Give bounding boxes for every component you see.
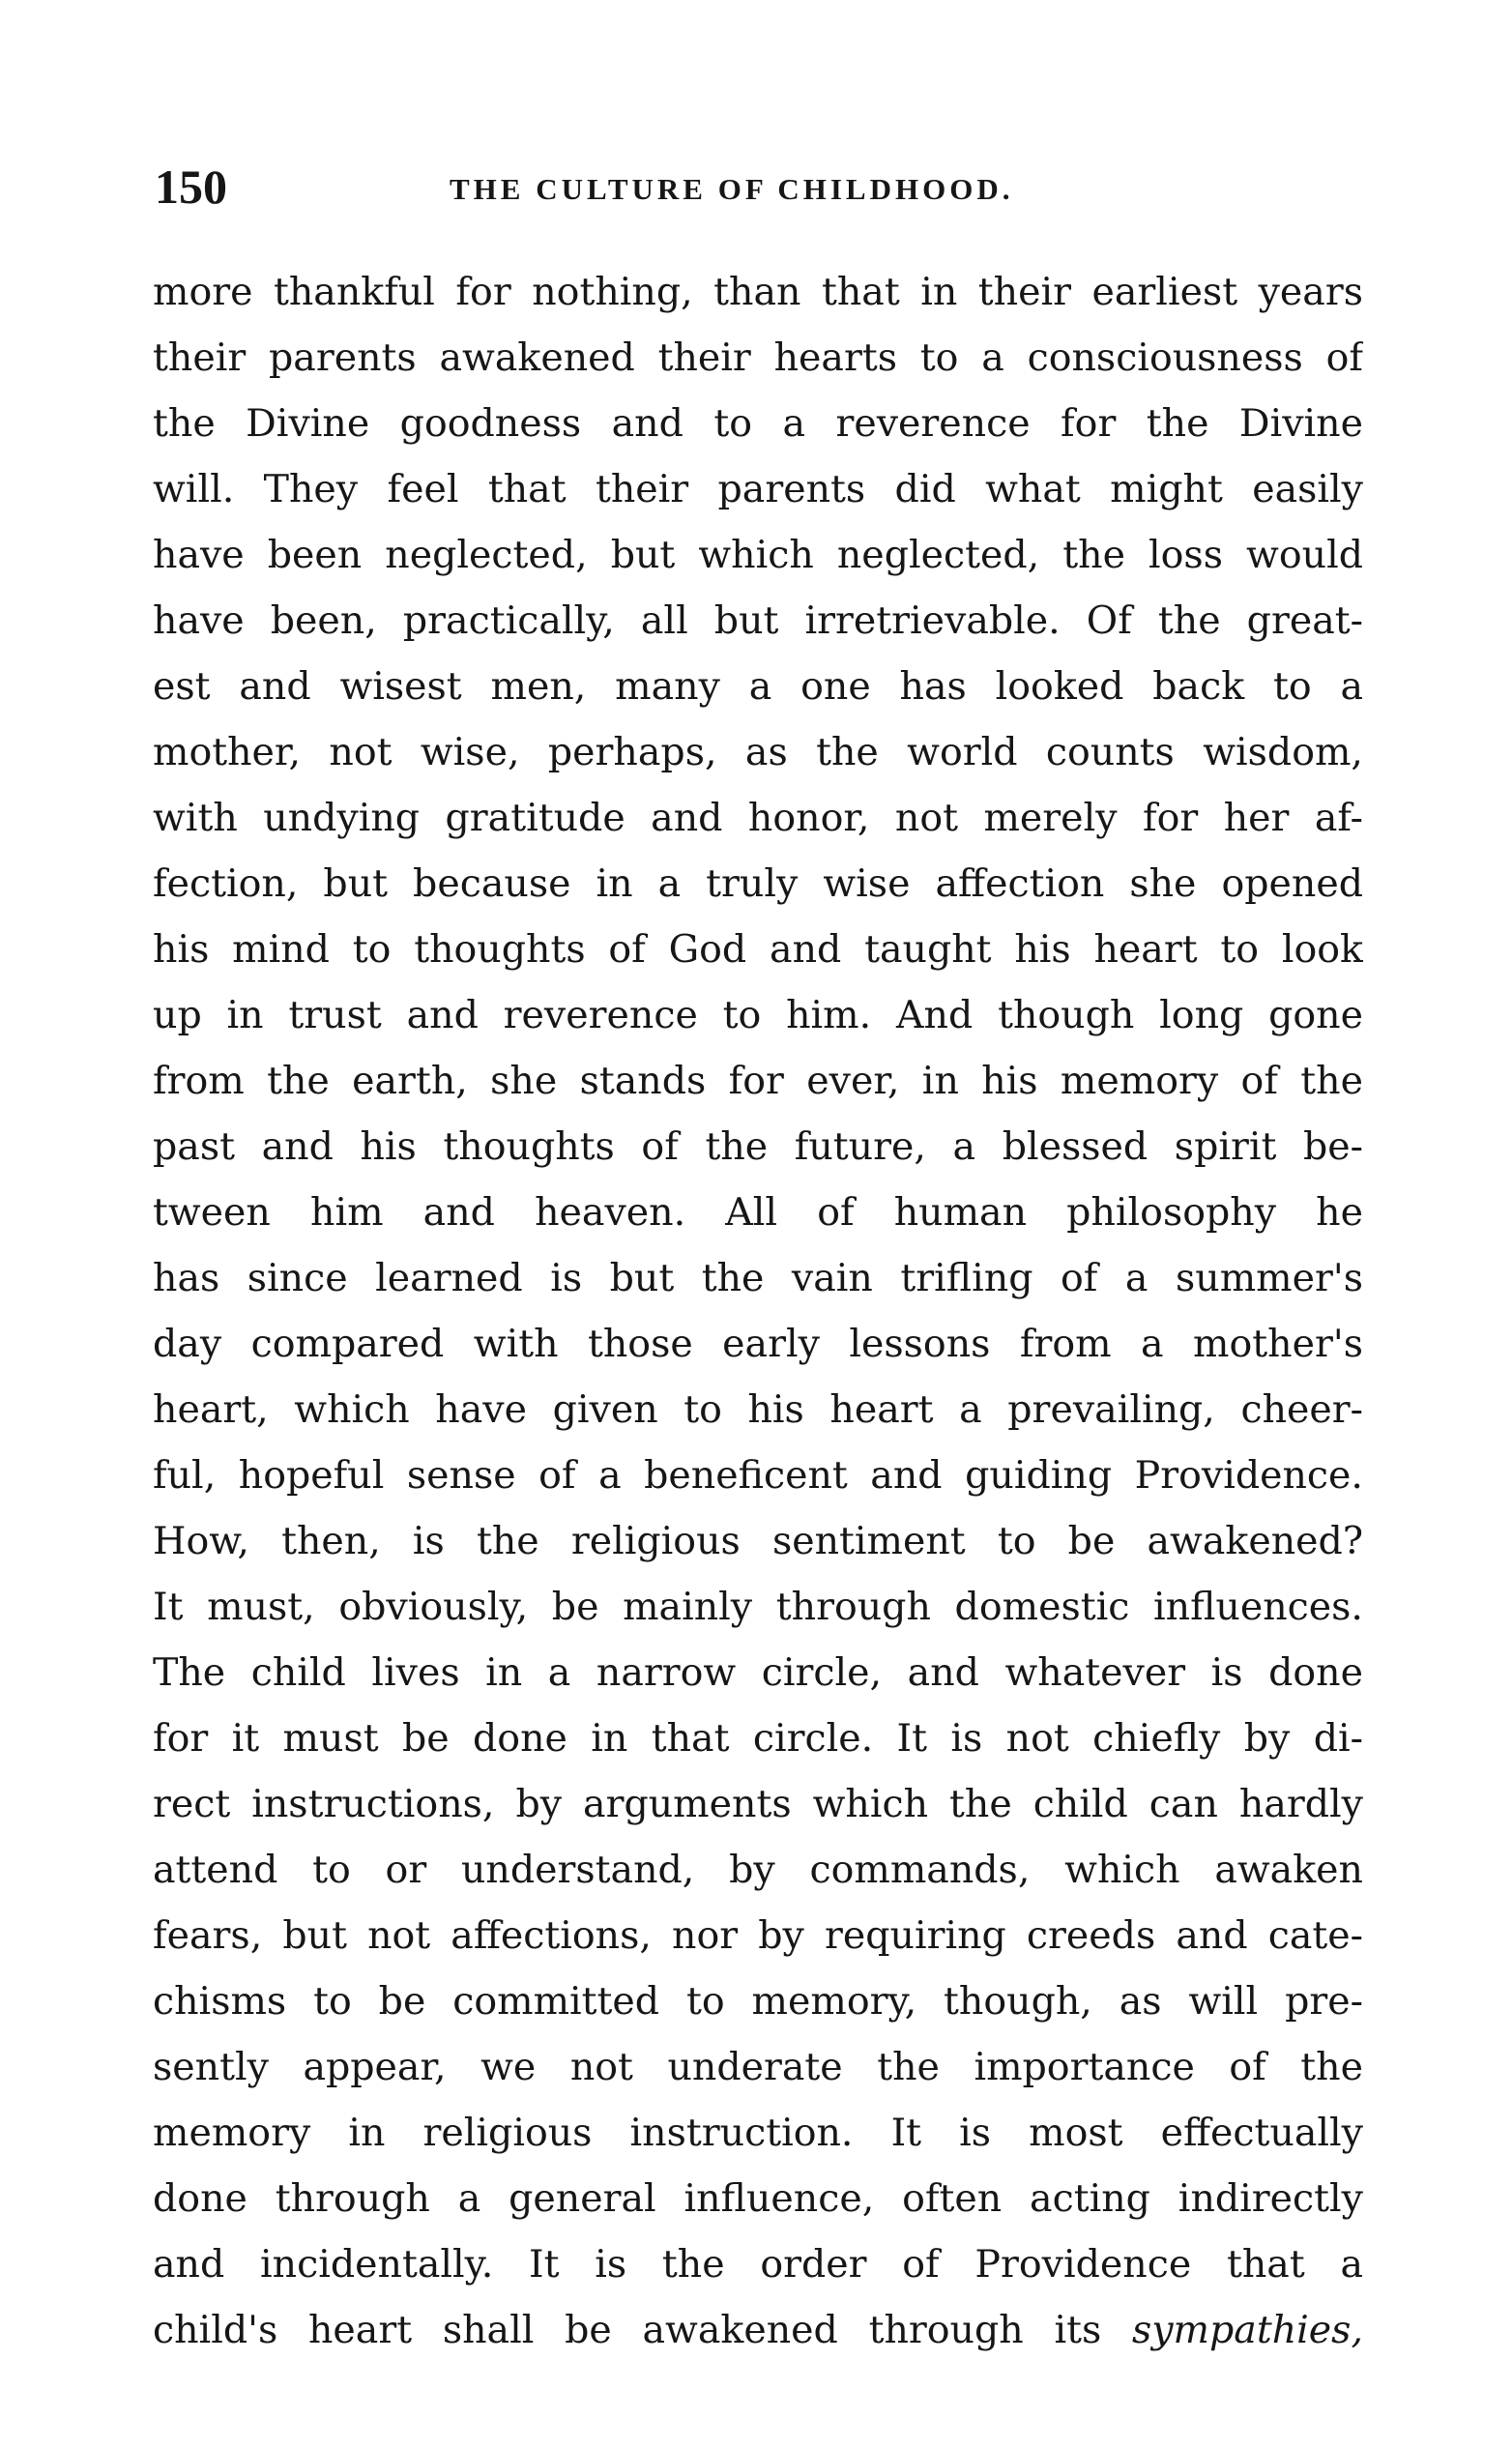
- text-line: mother, not wise, perhaps, as the world counts wisdom,: [153, 730, 1363, 774]
- text-line: have been neglected, but which neglected, the loss would: [153, 533, 1363, 577]
- running-title: THE CULTURE OF CHILDHOOD.: [450, 172, 1014, 206]
- text-line: his mind to thoughts of God and taught his heart to look: [153, 927, 1363, 972]
- text-line: day compared with those early lessons from a mother's: [153, 1322, 1363, 1366]
- page-number: 150: [155, 160, 227, 214]
- text-line: more thankful for nothing, than that in their earliest years: [153, 270, 1363, 314]
- text-line: How, then, is the religious sentiment to be awakened?: [153, 1519, 1363, 1563]
- text-line: child's heart shall be awakened through its sympathies,: [153, 2308, 1363, 2352]
- text-line: fears, but not affections, nor by requiring creeds and cate-: [153, 1913, 1363, 1958]
- text-line: done through a general influence, often acting indirectly: [153, 2176, 1363, 2221]
- text-line: The child lives in a narrow circle, and whatever is done: [153, 1650, 1363, 1695]
- text-line: and incidentally. It is the order of Providence that a: [153, 2242, 1363, 2287]
- text-line: memory in religious instruction. It is most effectually: [153, 2111, 1363, 2155]
- text-line: will. They feel that their parents did what might easily: [153, 467, 1363, 511]
- text-line: up in trust and reverence to him. And though long gone: [153, 993, 1363, 1037]
- text-line: tween him and heaven. All of human philosophy he: [153, 1190, 1363, 1235]
- italic-word: sympathies,: [1131, 2308, 1363, 2352]
- text-line: past and his thoughts of the future, a blessed spirit be-: [153, 1124, 1363, 1169]
- text-line: It must, obviously, be mainly through domestic influences.: [153, 1585, 1363, 1629]
- text-line: from the earth, she stands for ever, in his memory of the: [153, 1059, 1363, 1103]
- text-line: for it must be done in that circle. It is not chiefly by di-: [153, 1716, 1363, 1761]
- body-text: [153, 259, 1363, 2363]
- text-line: their parents awakened their hearts to a consciousness of: [153, 335, 1363, 380]
- running-head: [155, 162, 1363, 220]
- text-line: with undying gratitude and honor, not merely for her af-: [153, 796, 1363, 840]
- text-line: sently appear, we not underate the importance of the: [153, 2045, 1363, 2089]
- text-line: the Divine goodness and to a reverence for the Divine: [153, 401, 1363, 446]
- text-line: rect instructions, by arguments which the child can hardly: [153, 1782, 1363, 1826]
- text-line: fection, but because in a truly wise affection she opened: [153, 861, 1363, 906]
- text-line: ful, hopeful sense of a beneficent and guiding Providence.: [153, 1453, 1363, 1498]
- text-line: attend to or understand, by commands, which awaken: [153, 1848, 1363, 1892]
- text-line: est and wisest men, many a one has looked back to a: [153, 664, 1363, 709]
- text-line: has since learned is but the vain trifling of a summer's: [153, 1256, 1363, 1300]
- text-line: have been, practically, all but irretrievable. Of the great-: [153, 598, 1363, 643]
- text-line: chisms to be committed to memory, though, as will pre-: [153, 1979, 1363, 2024]
- text-line: heart, which have given to his heart a prevailing, cheer-: [153, 1387, 1363, 1432]
